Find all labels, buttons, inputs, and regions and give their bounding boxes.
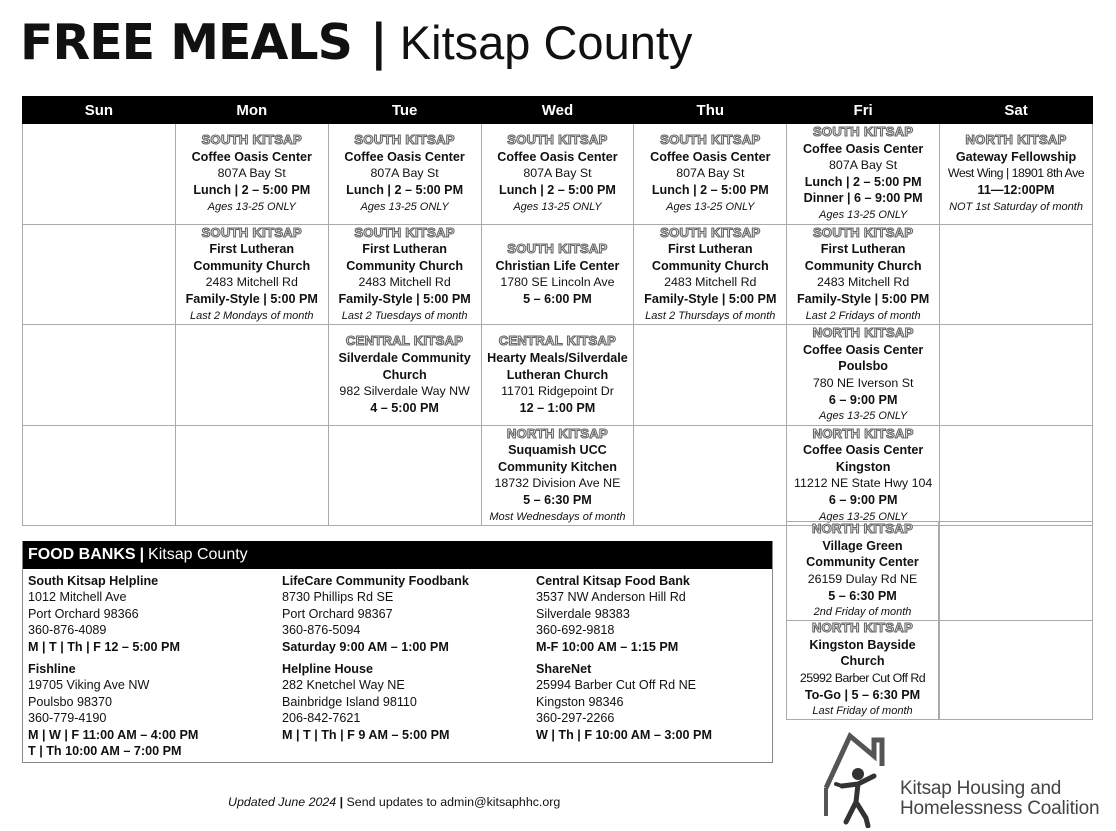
title-separator: |: [369, 14, 388, 71]
calendar-row: [23, 425, 1093, 526]
meal-note: Last Friday of month: [812, 705, 913, 718]
org-name: First Lutheran: [209, 242, 295, 257]
empty-cell: [634, 425, 787, 526]
org-name: First Lutheran: [362, 242, 447, 257]
food-bank-name: Helpline House: [282, 662, 373, 677]
meal-note: Last 2 Fridays of month: [805, 309, 921, 322]
region-label: CENTRAL KITSAP: [498, 333, 617, 349]
day-header-sat: Sat: [940, 97, 1093, 124]
day-header-sun: Sun: [23, 97, 176, 124]
region-label: NORTH KITSAP: [811, 521, 914, 537]
org-name-line2: Church: [840, 654, 885, 669]
org-name: Coffee Oasis Center: [802, 141, 924, 156]
food-bank-address: 3537 NW Anderson Hill Rd: [536, 590, 686, 605]
meal-time: 5 – 6:30 PM: [828, 588, 897, 603]
food-banks-list: [23, 569, 772, 765]
org-name-line2: Community Church: [651, 258, 769, 273]
empty-cell: [175, 325, 328, 426]
day-header-thu: Thu: [634, 97, 787, 124]
empty-cell: [940, 425, 1093, 526]
meal-time: Family-Style | 5:00 PM: [644, 291, 777, 306]
food-bank-address: 19705 Viking Ave NW: [28, 678, 150, 693]
meal-cell: [787, 325, 940, 426]
region-label: SOUTH KITSAP: [660, 132, 761, 148]
org-name: Coffee Oasis Center: [650, 149, 771, 164]
meal-time: Lunch | 2 – 5:00 PM: [346, 183, 464, 198]
meal-time: Family-Style | 5:00 PM: [338, 291, 471, 306]
empty-cell: [328, 425, 481, 526]
address: 2483 Mitchell Rd: [205, 275, 298, 290]
empty-cell: [939, 620, 1093, 720]
meal-cell: [328, 325, 481, 426]
food-banks-title: FOOD BANKS: [28, 546, 136, 563]
food-bank-phone: 360-297-2266: [536, 711, 615, 726]
meal-time: Family-Style | 5:00 PM: [796, 291, 930, 306]
food-bank-entry: [536, 573, 774, 655]
empty-cell: [23, 425, 176, 526]
food-bank-name: Central Kitsap Food Bank: [536, 574, 690, 588]
food-banks-header: [23, 541, 772, 569]
food-bank-city: Bainbridge Island 98110: [282, 694, 417, 709]
meal-time: To-Go | 5 – 6:30 PM: [804, 687, 921, 702]
meal-time: 4 – 5:00 PM: [370, 400, 439, 415]
day-header-tue: Tue: [328, 97, 481, 124]
food-bank-phone: 360-779-4190: [28, 711, 107, 726]
address: 2483 Mitchell Rd: [664, 275, 757, 290]
meal-time: 6 – 9:00 PM: [828, 493, 898, 508]
meal-time: 5 – 6:30 PM: [523, 493, 592, 508]
org-name-line2: Poulsbo: [838, 359, 888, 374]
meal-time: Lunch | 2 – 5:00 PM: [804, 174, 922, 189]
meal-note: 2nd Friday of month: [813, 606, 912, 619]
food-bank-phone: 360-876-4089: [28, 623, 107, 638]
food-bank-hours: M-F 10:00 AM – 1:15 PM: [536, 639, 679, 654]
org-name-line2: Community Center: [806, 555, 919, 570]
khhc-logo: [822, 728, 1100, 828]
meal-cell: [328, 124, 481, 225]
org-name: Village Green: [822, 538, 903, 553]
org-name: Gateway Fellowship: [955, 149, 1077, 164]
meal-cell: [175, 224, 328, 325]
region-label: SOUTH KITSAP: [201, 224, 302, 240]
region-label: SOUTH KITSAP: [354, 132, 455, 148]
org-name: First Lutheran: [667, 242, 753, 257]
meal-note: Ages 13-25 ONLY: [819, 208, 908, 221]
org-name: Coffee Oasis Center: [497, 149, 618, 164]
region-label: SOUTH KITSAP: [507, 241, 608, 257]
address: 11701 Ridgepoint Dr: [501, 384, 614, 399]
meal-time: 5 – 6:00 PM: [523, 291, 592, 306]
food-bank-hours: Saturday 9:00 AM – 1:00 PM: [282, 639, 449, 654]
empty-cell: [23, 124, 176, 225]
org-name: Suquamish UCC: [508, 443, 607, 458]
meal-note: Ages 13-25 ONLY: [819, 510, 908, 523]
address: 807A Bay St: [676, 166, 745, 181]
day-header-wed: Wed: [481, 97, 634, 124]
meal-cell: [328, 224, 481, 325]
meal-cell: [481, 124, 634, 225]
footer-note: [228, 795, 560, 809]
region-label: SOUTH KITSAP: [812, 124, 914, 139]
logo-line-2: Homelessness Coalition: [900, 798, 1100, 819]
org-name: Kingston Bayside: [809, 637, 916, 652]
meal-note: Last 2 Mondays of month: [190, 309, 314, 322]
food-bank-phone: 206-842-7621: [282, 711, 361, 726]
region-label: NORTH KITSAP: [506, 425, 608, 441]
meal-cell: [787, 224, 940, 325]
empty-cell: [634, 325, 787, 426]
food-bank-address: 282 Knetchel Way NE: [282, 678, 405, 693]
day-header-mon: Mon: [175, 97, 328, 124]
region-label: SOUTH KITSAP: [660, 224, 761, 240]
meal-note: Ages 13-25 ONLY: [666, 200, 755, 213]
org-name-line2: Community Church: [193, 258, 311, 273]
org-name: Coffee Oasis Center: [802, 342, 924, 357]
org-name-line2: Kingston: [835, 459, 891, 474]
meal-time: 6 – 9:00 PM: [828, 392, 898, 407]
region-label: NORTH KITSAP: [812, 425, 914, 441]
empty-cell: [23, 325, 176, 426]
food-bank-entry: [536, 661, 774, 759]
meal-time: Lunch | 2 – 5:00 PM: [499, 183, 616, 198]
food-bank-address: 1012 Mitchell Ave: [28, 590, 127, 605]
meal-cell: [787, 425, 940, 526]
meal-note: Most Wednesdays of month: [489, 510, 626, 523]
meal-cell: [634, 124, 787, 225]
update-contact: Send updates to admin@kitsaphhc.org: [346, 795, 561, 809]
food-bank-hours-2: T | Th 10:00 AM – 7:00 PM: [28, 744, 182, 759]
calendar-row: [23, 224, 1093, 325]
food-bank-entry: [28, 661, 282, 759]
org-name: Hearty Meals/Silverdale: [487, 351, 628, 366]
logo-line-1: Kitsap Housing and: [900, 778, 1062, 799]
meal-calendar: [22, 96, 1093, 526]
region-label: SOUTH KITSAP: [812, 224, 914, 240]
meal-note: Last 2 Thursdays of month: [645, 309, 776, 322]
org-name-line2: Community Kitchen: [497, 459, 617, 474]
address: 2483 Mitchell Rd: [816, 275, 910, 290]
food-bank-city: Poulsbo 98370: [28, 694, 113, 709]
org-name-line2: Church: [382, 367, 427, 382]
food-bank-city: Kingston 98346: [536, 694, 624, 709]
org-name: Coffee Oasis Center: [191, 149, 312, 164]
meal-time: 11—12:00PM: [977, 183, 1055, 198]
footer-separator: |: [339, 795, 344, 809]
region-label: NORTH KITSAP: [965, 132, 1067, 148]
meal-time-dinner: Dinner | 6 – 9:00 PM: [803, 191, 923, 206]
address: 25992 Barber Cut Off Rd: [799, 671, 926, 685]
meal-cell: [481, 325, 634, 426]
food-banks-county: Kitsap County: [148, 546, 248, 563]
calendar-row: [23, 124, 1093, 225]
meal-note: Ages 13-25 ONLY: [819, 410, 908, 423]
meal-cell: [175, 124, 328, 225]
address: 11212 NE State Hwy 104: [794, 476, 933, 491]
meal-time: 12 – 1:00 PM: [519, 400, 596, 415]
address: West Wing | 18901 8th Ave: [947, 166, 1085, 181]
meal-cell: [634, 224, 787, 325]
calendar-header-row: [23, 97, 1093, 124]
calendar-row: [23, 325, 1093, 426]
org-name: Silverdale Community: [338, 351, 471, 366]
address: 1780 SE Lincoln Ave: [500, 275, 615, 290]
org-name-line2: Community Church: [804, 258, 922, 273]
food-bank-phone: 360-876-5094: [282, 623, 361, 638]
food-bank-city: Port Orchard 98366: [28, 606, 139, 621]
address: 982 Silverdale Way NW: [339, 384, 470, 399]
house-figure-icon: [822, 728, 902, 828]
meal-cell: [481, 425, 634, 526]
title-county: Kitsap County: [399, 16, 693, 69]
title-bold: FREE MEALS: [20, 14, 352, 71]
page-title: [20, 14, 692, 74]
meal-note: NOT 1st Saturday of month: [949, 200, 1083, 213]
org-name-line2: Community Church: [346, 258, 464, 273]
food-bank-name: ShareNet: [536, 662, 592, 677]
region-label: NORTH KITSAP: [812, 325, 914, 341]
region-label: SOUTH KITSAP: [201, 132, 302, 148]
meal-note: Ages 13-25 ONLY: [513, 200, 602, 213]
food-banks-separator: |: [139, 546, 145, 563]
meal-cell: [786, 620, 939, 720]
address: 807A Bay St: [370, 166, 439, 181]
address: 807A Bay St: [217, 166, 286, 181]
food-bank-hours: W | Th | F 10:00 AM – 3:00 PM: [536, 727, 712, 742]
meal-note: Ages 13-25 ONLY: [360, 200, 449, 213]
food-bank-hours: M | W | F 11:00 AM – 4:00 PM: [28, 727, 199, 742]
address: 780 NE Iverson St: [812, 375, 914, 390]
updated-date: Updated June 2024: [228, 795, 337, 809]
empty-cell: [175, 425, 328, 526]
region-label: NORTH KITSAP: [811, 620, 914, 636]
empty-cell: [940, 224, 1093, 325]
food-bank-name: LifeCare Community Foodbank: [282, 574, 469, 588]
meal-note: Last 2 Tuesdays of month: [341, 309, 468, 322]
food-bank-address: 8730 Phillips Rd SE: [282, 590, 394, 605]
org-name: Coffee Oasis Center: [802, 443, 924, 458]
address: 807A Bay St: [523, 166, 592, 181]
region-label: SOUTH KITSAP: [507, 132, 608, 148]
meal-time: Lunch | 2 – 5:00 PM: [651, 183, 769, 198]
meal-cell: [481, 224, 634, 325]
food-bank-hours: M | T | Th | F 12 – 5:00 PM: [28, 639, 180, 654]
empty-cell: [940, 325, 1093, 426]
address: 807A Bay St: [829, 158, 898, 173]
food-bank-city: Port Orchard 98367: [282, 606, 393, 621]
address: 26159 Dulay Rd NE: [807, 572, 918, 586]
food-bank-name: South Kitsap Helpline: [28, 574, 159, 588]
empty-cell: [939, 521, 1093, 621]
food-bank-city: Silverdale 98383: [536, 606, 630, 621]
food-bank-entry: [282, 573, 536, 655]
meal-time: Family-Style | 5:00 PM: [185, 291, 318, 306]
food-bank-entry: [28, 573, 282, 655]
meal-cell: [940, 124, 1093, 225]
org-name: Christian Life Center: [495, 258, 620, 273]
food-bank-address: 25994 Barber Cut Off Rd NE: [536, 678, 697, 693]
org-name: First Lutheran: [820, 242, 906, 257]
meal-cell: [787, 124, 940, 225]
meal-time: Lunch | 2 – 5:00 PM: [193, 183, 311, 198]
region-label: CENTRAL KITSAP: [345, 333, 464, 349]
meal-cell: [786, 521, 939, 621]
empty-cell: [23, 224, 176, 325]
food-bank-entry: [282, 661, 536, 759]
meal-note: Ages 13-25 ONLY: [207, 200, 296, 213]
food-bank-phone: 360-692-9818: [536, 623, 615, 638]
address: 2483 Mitchell Rd: [358, 275, 451, 290]
address: 18732 Division Ave NE: [494, 476, 621, 491]
food-banks-section: [22, 541, 773, 763]
day-header-fri: Fri: [787, 97, 940, 124]
food-bank-hours: M | T | Th | F 9 AM – 5:00 PM: [282, 727, 450, 742]
region-label: SOUTH KITSAP: [354, 224, 455, 240]
food-bank-name: Fishline: [28, 662, 76, 677]
org-name: Coffee Oasis Center: [344, 149, 465, 164]
org-name-line2: Lutheran Church: [506, 367, 609, 382]
